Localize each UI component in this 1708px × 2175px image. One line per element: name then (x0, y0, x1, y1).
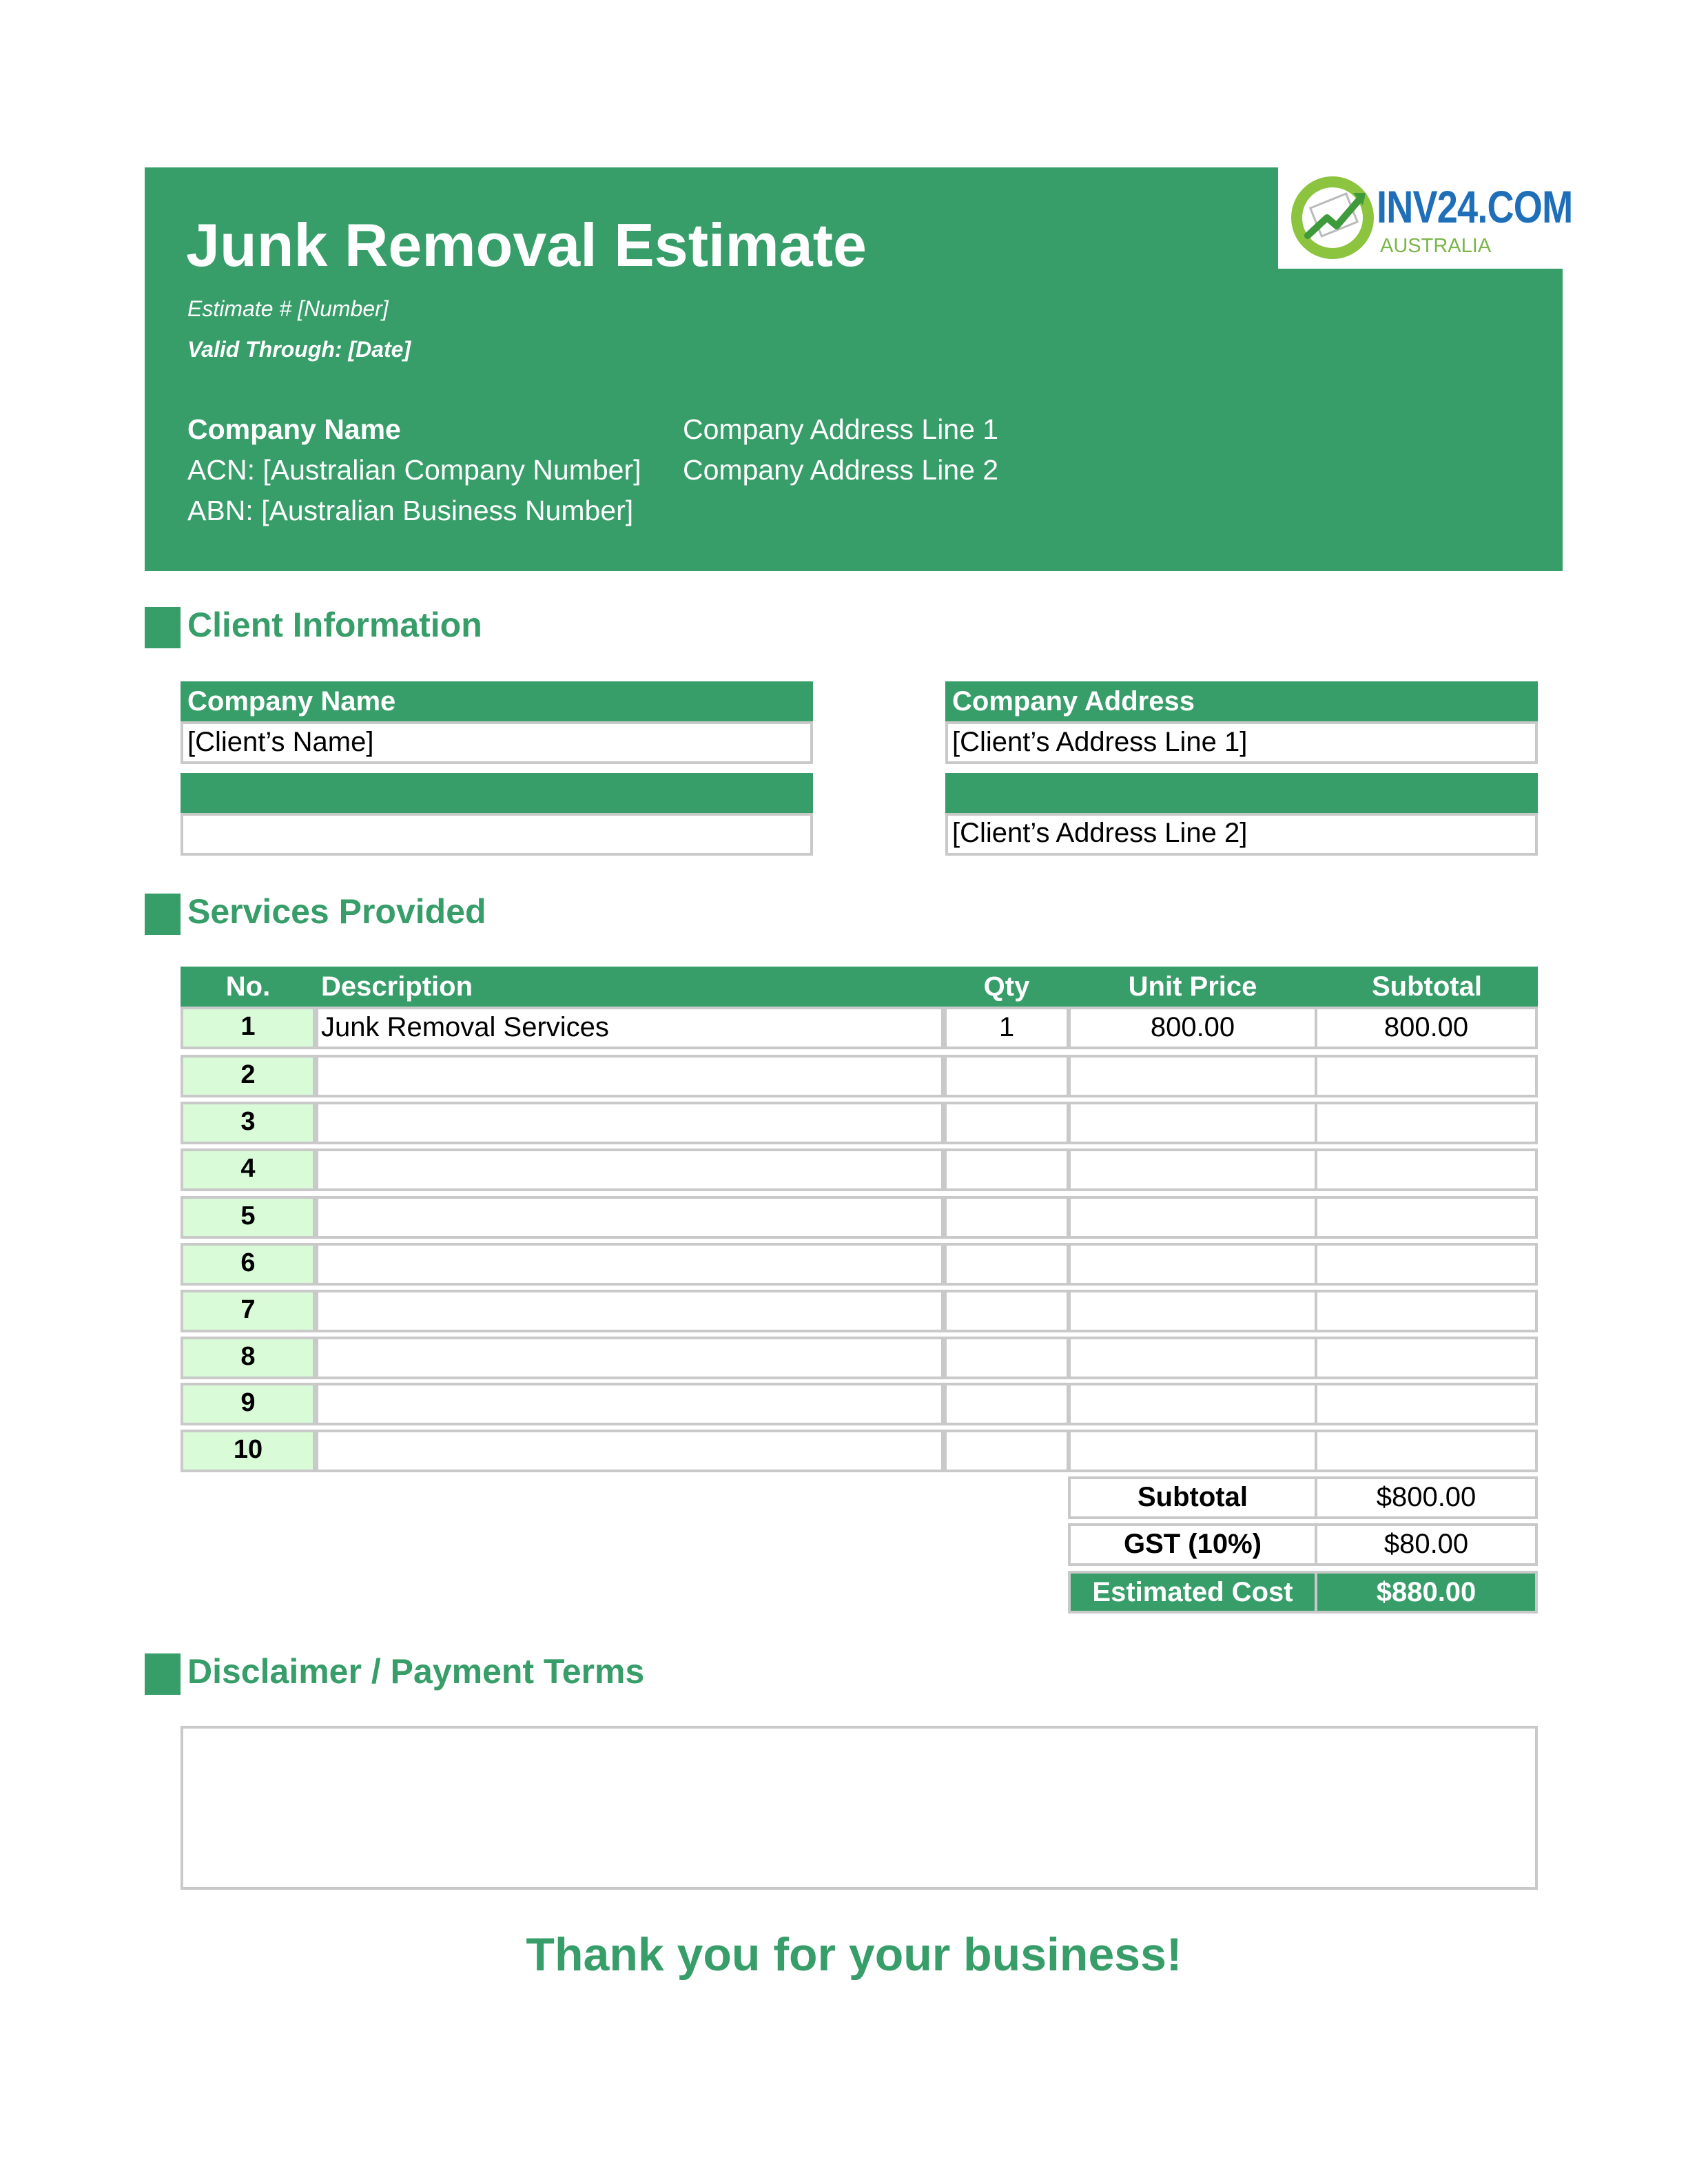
table-cell-description[interactable] (316, 1196, 944, 1239)
table-cell-description[interactable] (316, 1430, 944, 1472)
section-marker (145, 894, 181, 935)
table-cell-qty[interactable] (944, 1196, 1069, 1239)
col-header-unit-price: Unit Price (1128, 971, 1257, 1002)
section-marker (145, 607, 181, 648)
subtotal-label: Subtotal (1138, 1482, 1248, 1512)
client-address-line-2: [Client’s Address Line 2] (952, 818, 1248, 848)
table-cell-subtotal[interactable] (1315, 1383, 1538, 1425)
valid-through: Valid Through: [Date] (187, 337, 411, 362)
table-cell-qty[interactable] (944, 1055, 1069, 1097)
estimate-number: Estimate # [Number] (187, 296, 389, 321)
client-name-label: Company Name (187, 686, 396, 717)
company-address-line-1: Company Address Line 1 (683, 413, 999, 445)
table-cell-subtotal[interactable] (1315, 1337, 1538, 1379)
table-cell-unit-price[interactable] (1068, 1290, 1317, 1332)
table-cell-qty[interactable] (944, 1102, 1069, 1144)
company-abn: ABN: [Australian Business Number] (187, 495, 634, 526)
logo-check-icon (1287, 172, 1378, 263)
table-cell-subtotal[interactable] (1315, 1148, 1538, 1191)
thank-you-message: Thank you for your business! (526, 1928, 1182, 1981)
table-cell-unit-price[interactable] (1068, 1243, 1317, 1286)
table-cell-unit-price[interactable] (1068, 1196, 1317, 1239)
company-address-line-2: Company Address Line 2 (683, 454, 999, 486)
table-cell-qty[interactable] (944, 1337, 1069, 1379)
client-section-title: Client Information (187, 606, 482, 644)
table-cell-subtotal[interactable] (1315, 1055, 1538, 1097)
client-address-line-1: [Client’s Address Line 1] (952, 727, 1248, 757)
company-name: Company Name (187, 413, 401, 445)
table-cell-subtotal[interactable] (1315, 1196, 1538, 1239)
row-8-no: 8 (240, 1342, 256, 1371)
col-header-qty: Qty (983, 971, 1030, 1002)
company-acn: ACN: [Australian Company Number] (187, 454, 641, 486)
col-header-subtotal: Subtotal (1372, 971, 1482, 1002)
table-cell-description[interactable] (316, 1055, 944, 1097)
estimated-cost-label: Estimated Cost (1092, 1577, 1293, 1607)
table-cell-description[interactable] (316, 1383, 944, 1425)
row-3-no: 3 (240, 1107, 256, 1136)
table-cell-description[interactable] (316, 1337, 944, 1379)
table-cell-unit-price[interactable] (1068, 1430, 1317, 1472)
table-cell-unit-price[interactable] (1068, 1383, 1317, 1425)
row-5-no: 5 (240, 1202, 256, 1230)
row-4-no: 4 (240, 1154, 256, 1183)
table-cell-description[interactable] (316, 1243, 944, 1286)
table-cell-qty[interactable] (944, 1290, 1069, 1332)
table-cell-subtotal[interactable] (1315, 1290, 1538, 1332)
client-name-value: [Client’s Name] (187, 727, 374, 757)
table-cell-unit-price[interactable] (1068, 1055, 1317, 1097)
row-2-no: 2 (240, 1060, 256, 1089)
table-cell-unit-price[interactable] (1068, 1148, 1317, 1191)
logo-name: INV24.COM (1377, 181, 1573, 232)
row-6-no: 6 (240, 1248, 256, 1277)
table-cell-subtotal[interactable] (1315, 1102, 1538, 1144)
disclaimer-section-title: Disclaimer / Payment Terms (187, 1652, 645, 1691)
col-header-description: Description (321, 971, 473, 1002)
logo-region: AUSTRALIA (1380, 235, 1492, 257)
col-header-no: No. (225, 971, 271, 1002)
gst-label: GST (10%) (1123, 1529, 1262, 1559)
estimated-cost-value: $880.00 (1376, 1577, 1477, 1607)
table-cell-qty[interactable] (944, 1148, 1069, 1191)
subtotal-value: $800.00 (1376, 1482, 1477, 1512)
row-1-description: Junk Removal Services (321, 1012, 609, 1042)
client-extra-field[interactable] (181, 813, 813, 856)
client-address-extra-header (945, 773, 1538, 813)
table-cell-unit-price[interactable] (1068, 1337, 1317, 1379)
services-section-title: Services Provided (187, 892, 486, 931)
table-cell-description[interactable] (316, 1102, 944, 1144)
section-marker (145, 1653, 181, 1695)
row-10-no: 10 (233, 1435, 263, 1464)
page-title: Junk Removal Estimate (186, 211, 867, 279)
gst-value: $80.00 (1383, 1529, 1469, 1559)
client-extra-header (181, 773, 813, 813)
row-7-no: 7 (240, 1295, 256, 1324)
table-cell-subtotal[interactable] (1315, 1430, 1538, 1472)
table-cell-qty[interactable] (944, 1243, 1069, 1286)
client-address-label: Company Address (952, 686, 1195, 717)
table-cell-qty[interactable] (944, 1430, 1069, 1472)
table-cell-subtotal[interactable] (1315, 1243, 1538, 1286)
row-1-unit-price: 800.00 (1150, 1012, 1235, 1042)
table-cell-qty[interactable] (944, 1383, 1069, 1425)
row-1-no: 1 (240, 1012, 256, 1041)
table-cell-description[interactable] (316, 1148, 944, 1191)
row-1-qty: 1 (998, 1012, 1015, 1042)
row-1-subtotal: 800.00 (1383, 1012, 1469, 1042)
table-cell-description[interactable] (316, 1290, 944, 1332)
row-9-no: 9 (240, 1388, 256, 1417)
table-cell-unit-price[interactable] (1068, 1102, 1317, 1144)
disclaimer-textbox[interactable] (181, 1726, 1538, 1890)
